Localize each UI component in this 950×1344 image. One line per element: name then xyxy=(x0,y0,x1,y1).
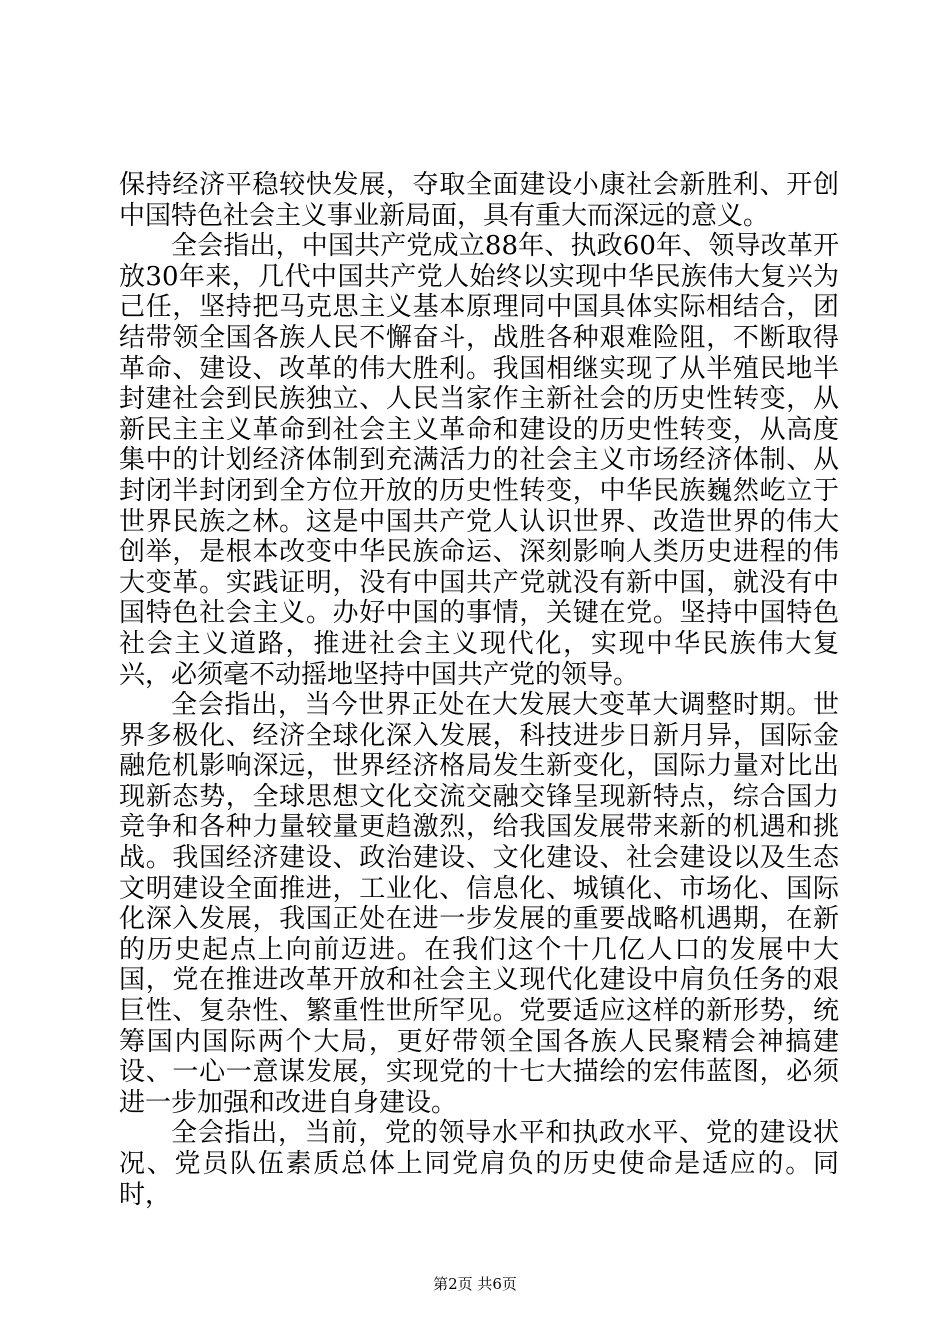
page-footer: 第2页 共6页 xyxy=(433,1275,517,1293)
paragraph-2: 全会指出，中国共产党成立88年、执政60年、领导改革开放30年来，几代中国共产党人始终以实现中华民族伟大复兴为己任，坚持把马克思主义基本原理同中国具体实际相结合，团结带领全国各族人民不懈奋斗，战胜各种艰难险阻，不断取得革命、建设、改革的伟大胜利。我国相继实现了从半殖民地半封建社会到民族独立、人民当家作主新社会的历史性转变，从新民主主义革命到社会主义革命和建设的历史性转变，从高度集中的计划经济体制到充满活力的社会主义市场经济体制、从封闭半封闭到全方位开放的历史性转变，中华民族巍然屹立于世界民族之林。这是中国共产党人认识世界、改造世界的伟大创举，是根本改变中华民族命运、深刻影响人类历史进程的伟大变革。实践证明，没有中国共产党就没有新中国，就没有中国特色社会主义。办好中国的事情，关键在党。坚持中国特色社会主义道路，推进社会主义现代化，实现中华民族伟大复兴，必须毫不动摇地坚持中国共产党的领导。 xyxy=(119,231,839,690)
paragraph-1: 保持经济平稳较快发展，夺取全面建设小康社会新胜利、开创中国特色社会主义事业新局面，具有重大而深远的意义。 xyxy=(119,170,839,231)
body-text xyxy=(119,170,839,1210)
paragraph-3: 全会指出，当今世界正处在大发展大变革大调整时期。世界多极化、经济全球化深入发展，科技进步日新月异，国际金融危机影响深远，世界经济格局发生新变化，国际力量对比出现新态势，全球思想文化交流交融交锋呈现新特点，综合国力竞争和各种力量较量更趋激烈，给我国发展带来新的机遇和挑战。我国经济建设、政治建设、文化建设、社会建设以及生态文明建设全面推进，工业化、信息化、城镇化、市场化、国际化深入发展，我国正处在进一步发展的重要战略机遇期，在新的历史起点上向前迈进。在我们这个十几亿人口的发展中大国，党在推进改革开放和社会主义现代化建设中肩负任务的艰巨性、复杂性、繁重性世所罕见。党要适应这样的新形势，统筹国内国际两个大局，更好带领全国各族人民聚精会神搞建设、一心一意谋发展，实现党的十七大描绘的宏伟蓝图，必须进一步加强和改进自身建设。 xyxy=(119,690,839,1118)
paragraph-4: 全会指出，当前，党的领导水平和执政水平、党的建设状况、党员队伍素质总体上同党肩负的历史使命是适应的。同时， xyxy=(119,1118,839,1210)
